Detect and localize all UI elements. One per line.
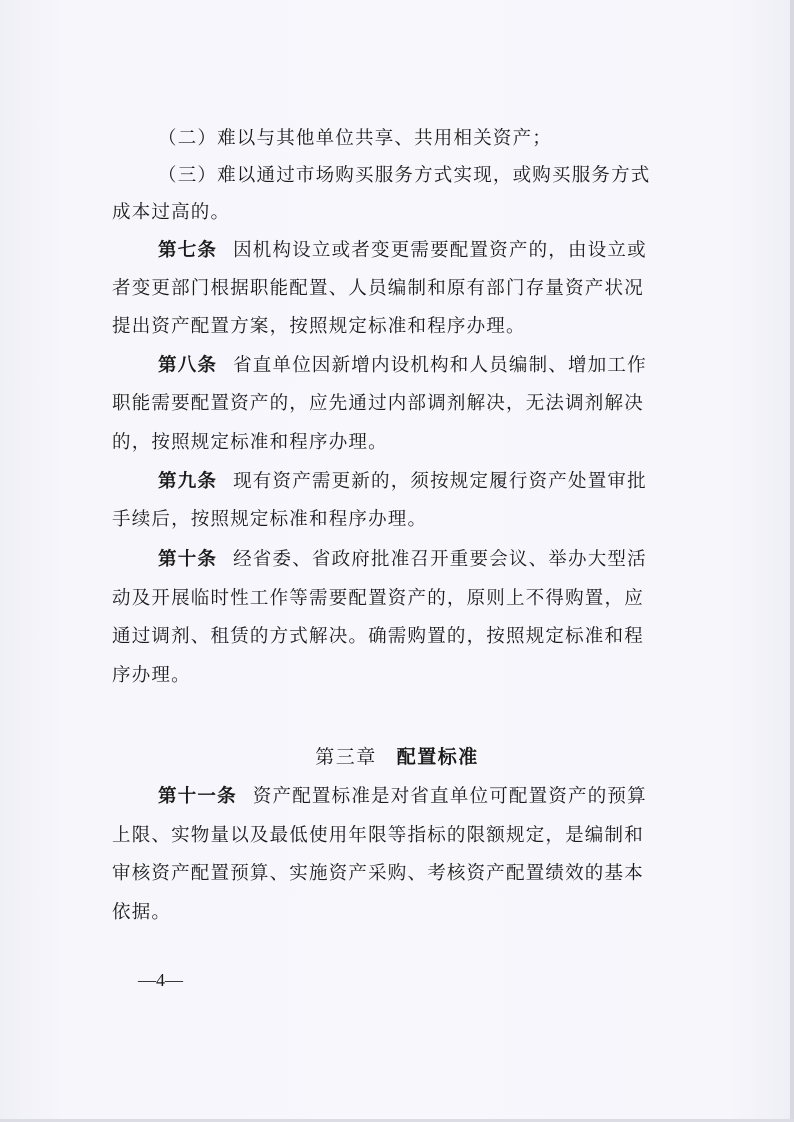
article-8-text: 省直单位因新增内设机构和人员编制、增加工作 bbox=[233, 355, 647, 376]
article-11-line2: 上限、实物量以及最低使用年限等指标的限额规定，是编制和 bbox=[112, 825, 644, 846]
article-9-heading: 第九条 bbox=[158, 471, 218, 492]
article-7-line1 bbox=[158, 236, 686, 262]
article-8-heading: 第八条 bbox=[158, 355, 218, 376]
article-8-line2: 职能需要配置资产的，应先通过内部调剂解决，无法调剂解决 bbox=[112, 393, 644, 414]
article-8-line1 bbox=[158, 351, 686, 377]
chapter-label: 第三章 bbox=[315, 746, 377, 768]
paragraph-item-2: （二）难以与其他单位共享、共用相关资产； bbox=[158, 128, 553, 149]
article-7-text: 因机构设立或者变更需要配置资产的，由设立或 bbox=[233, 240, 647, 261]
article-7-line2: 者变更部门根据职能配置、人员编制和原有部门存量资产状况 bbox=[112, 278, 644, 299]
article-10-line4: 序办理。 bbox=[112, 665, 191, 686]
article-11-line4: 依据。 bbox=[112, 902, 172, 923]
paragraph-item-3-line2: 成本过高的。 bbox=[112, 202, 231, 223]
article-9-line2: 手续后，按照规定标准和程序办理。 bbox=[112, 509, 428, 530]
page-number: —4— bbox=[138, 970, 183, 990]
article-11-text: 资产配置标准是对省直单位可配置资产的预算 bbox=[252, 786, 647, 807]
chapter-heading bbox=[0, 742, 794, 769]
article-9-text: 现有资产需更新的，须按规定履行资产处置审批 bbox=[233, 471, 647, 492]
article-7-heading: 第七条 bbox=[158, 240, 218, 261]
article-7-line3: 提出资产配置方案，按照规定标准和程序办理。 bbox=[112, 316, 526, 337]
article-11-heading: 第十一条 bbox=[158, 786, 237, 807]
article-10-line3: 通过调剂、租赁的方式解决。确需购置的，按照规定标准和程 bbox=[112, 626, 644, 647]
article-10-line2: 动及开展临时性工作等需要配置资产的，原则上不得购置，应 bbox=[112, 588, 644, 609]
article-8-line3: 的，按照规定标准和程序办理。 bbox=[112, 432, 388, 453]
article-10-text: 经省委、省政府批准召开重要会议、举办大型活 bbox=[233, 549, 647, 570]
article-11-line1 bbox=[158, 782, 686, 808]
chapter-title: 配置标准 bbox=[396, 746, 479, 768]
paragraph-item-3-line1: （三）难以通过市场购买服务方式实现，或购买服务方式 bbox=[158, 165, 651, 186]
article-11-line3: 审核资产配置预算、实施资产采购、考核资产配置绩效的基本 bbox=[112, 863, 644, 884]
article-9-line1 bbox=[158, 467, 686, 493]
article-10-line1 bbox=[158, 545, 686, 571]
page-edge-right bbox=[790, 0, 794, 1122]
article-10-heading: 第十条 bbox=[158, 549, 218, 570]
